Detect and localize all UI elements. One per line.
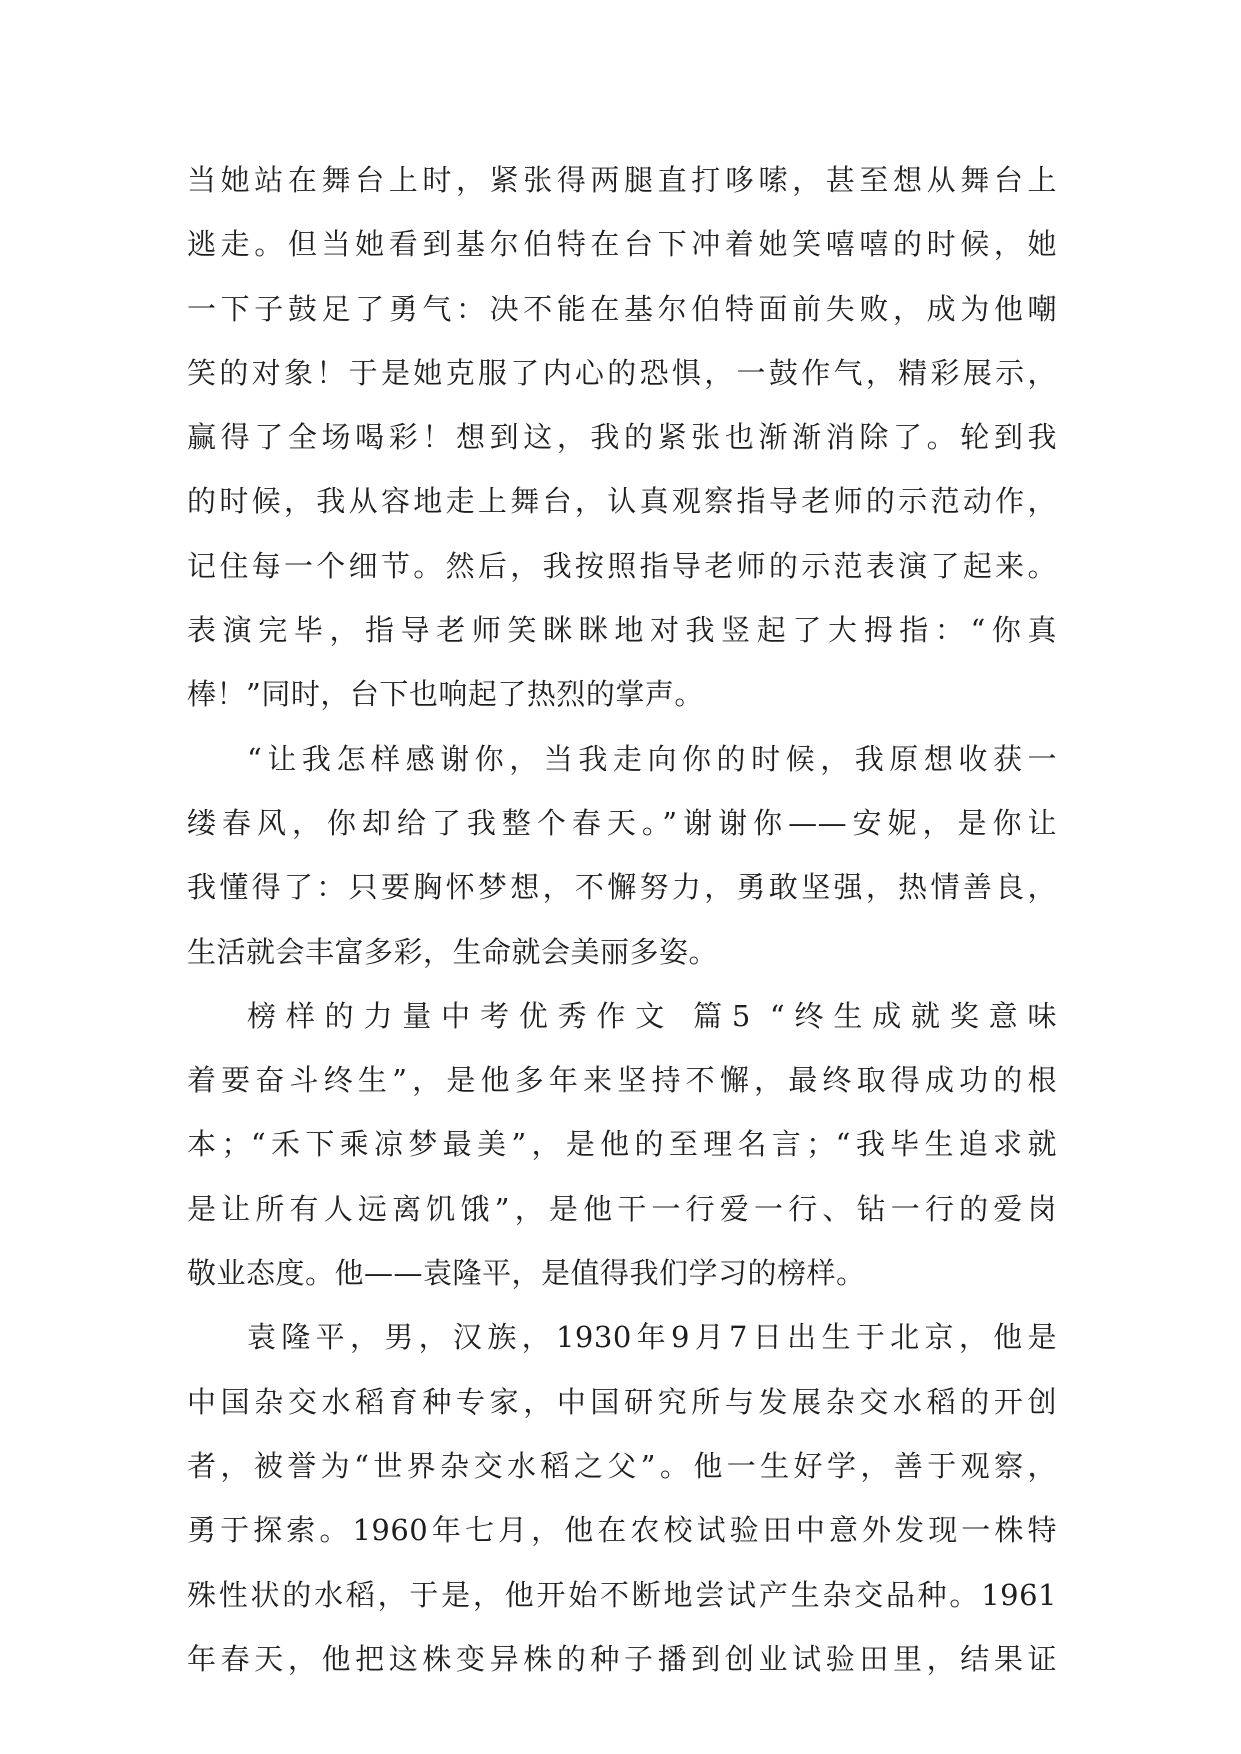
text-line: 敬业态度。他——袁隆平，是值得我们学习的榜样。 (187, 1256, 866, 1291)
text-line: 的时候，我从容地走上舞台，认真观察指导老师的示范动作， (187, 484, 1057, 519)
text-line: “让我怎样感谢你，当我走向你的时候，我原想收获一 (247, 741, 1057, 776)
text-line: 袁隆平，男，汉族，1930年9月7日出生于北京，他是 (247, 1320, 1057, 1355)
text-line: 本；“禾下乘凉梦最美”，是他的至理名言；“我毕生追求就 (187, 1127, 1057, 1162)
text-line: 一下子鼓足了勇气：决不能在基尔伯特面前失败，成为他嘲 (187, 291, 1057, 326)
text-line: 表演完毕，指导老师笑眯眯地对我竖起了大拇指：“你真 (187, 613, 1057, 648)
text-line: 棒！”同时，台下也响起了热烈的掌声。 (187, 677, 704, 712)
text-line: 缕春风，你却给了我整个春天。”谢谢你——安妮，是你让 (187, 805, 1057, 840)
text-line: 当她站在舞台上时，紧张得两腿直打哆嗦，甚至想从舞台上 (187, 163, 1057, 197)
text-line: 着要奋斗终生”，是他多年来坚持不懈，最终取得成功的根 (187, 1063, 1057, 1098)
text-line: 是让所有人远离饥饿”，是他干一行爱一行、钻一行的爱岗 (187, 1191, 1057, 1226)
section-heading-line: 榜样的力量中考优秀作文 篇5 “终生成就奖意味 (247, 998, 1057, 1033)
text-line: 我懂得了：只要胸怀梦想，不懈努力，勇敢坚强，热情善良， (187, 870, 1057, 905)
text-line: 生活就会丰富多彩，生命就会美丽多姿。 (187, 934, 719, 969)
text-line: 记住每一个细节。然后，我按照指导老师的示范表演了起来。 (187, 548, 1057, 583)
text-line: 逃走。但当她看到基尔伯特在台下冲着她笑嘻嘻的时候，她 (187, 227, 1057, 262)
text-line: 年春天，他把这株变异株的种子播到创业试验田里，结果证 (187, 1641, 1057, 1676)
text-line: 中国杂交水稻育种专家，中国研究所与发展杂交水稻的开创 (187, 1384, 1057, 1419)
text-line: 赢得了全场喝彩！想到这，我的紧张也渐渐消除了。轮到我 (187, 420, 1057, 455)
text-line: 勇于探索。1960年七月，他在农校试验田中意外发现一株特 (187, 1513, 1057, 1548)
text-line: 者，被誉为“世界杂交水稻之父”。他一生好学，善于观察， (187, 1448, 1057, 1483)
body-text (187, 148, 1057, 1691)
text-line: 殊性状的水稻，于是，他开始不断地尝试产生杂交品种。1961 (187, 1577, 1057, 1612)
text-line: 笑的对象！于是她克服了内心的恐惧，一鼓作气，精彩展示， (187, 355, 1057, 390)
